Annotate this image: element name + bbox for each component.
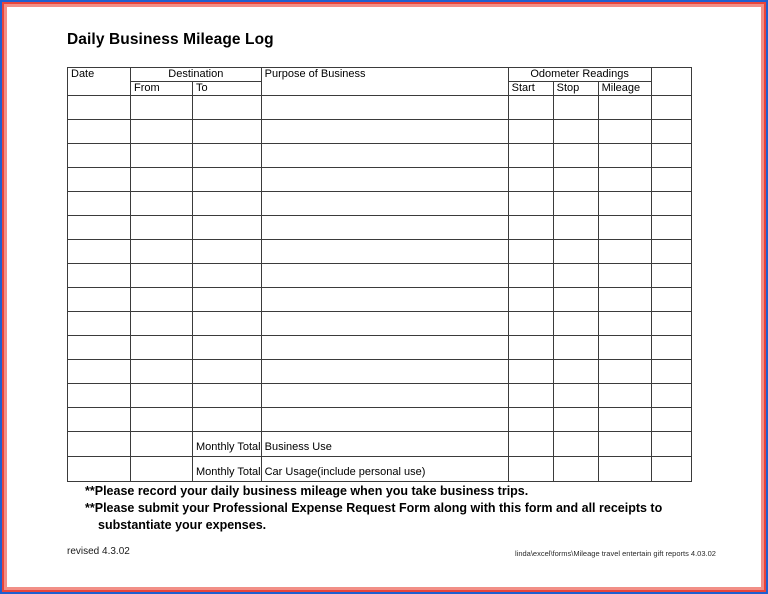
cell-start[interactable] (508, 384, 553, 408)
cell-to[interactable] (193, 408, 262, 432)
cell-date[interactable] (68, 144, 131, 168)
cell-to[interactable] (193, 192, 262, 216)
cell-stop[interactable] (553, 192, 598, 216)
cell-to[interactable] (193, 168, 262, 192)
cell-from[interactable] (131, 120, 193, 144)
cell-from[interactable] (131, 360, 193, 384)
column-header-destination: Destination (131, 68, 262, 82)
column-header-stop: Stop (553, 82, 598, 96)
table-body (68, 96, 692, 482)
cell-stop[interactable] (553, 120, 598, 144)
column-header-date: Date (68, 68, 131, 96)
column-header-odometer: Odometer Readings (508, 68, 651, 82)
cell-date[interactable] (68, 384, 131, 408)
cell-extra[interactable] (651, 384, 691, 408)
cell-start[interactable] (508, 120, 553, 144)
cell-to[interactable] (193, 240, 262, 264)
cell-to[interactable] (193, 336, 262, 360)
cell-purpose[interactable] (261, 216, 508, 240)
cell-mileage[interactable] (598, 216, 651, 240)
cell-extra[interactable] (651, 408, 691, 432)
table-row[interactable] (68, 360, 692, 384)
cell-from[interactable] (131, 408, 193, 432)
cell-stop[interactable] (553, 168, 598, 192)
cell-start[interactable] (508, 408, 553, 432)
cell-extra[interactable] (651, 216, 691, 240)
cell-date[interactable] (68, 216, 131, 240)
cell-from[interactable] (131, 288, 193, 312)
cell-purpose[interactable] (261, 240, 508, 264)
table-row[interactable] (68, 240, 692, 264)
cell-to[interactable] (193, 216, 262, 240)
cell-to[interactable] (193, 264, 262, 288)
total-cell-start[interactable] (508, 432, 553, 457)
total-cell-extra[interactable] (651, 457, 691, 482)
cell-from[interactable] (131, 264, 193, 288)
cell-date[interactable] (68, 288, 131, 312)
cell-mileage[interactable] (598, 360, 651, 384)
column-header-mileage: Mileage (598, 82, 651, 96)
column-header-purpose: Purpose of Business (261, 68, 508, 96)
cell-from[interactable] (131, 384, 193, 408)
cell-start[interactable] (508, 360, 553, 384)
cell-to[interactable] (193, 96, 262, 120)
note-line-2-continued: substantiate your expenses. (98, 518, 267, 532)
cell-mileage[interactable] (598, 120, 651, 144)
cell-mileage[interactable] (598, 264, 651, 288)
cell-mileage[interactable] (598, 144, 651, 168)
page-title: Daily Business Mileage Log (67, 31, 274, 48)
cell-mileage[interactable] (598, 408, 651, 432)
cell-from[interactable] (131, 312, 193, 336)
cell-stop[interactable] (553, 264, 598, 288)
cell-stop[interactable] (553, 384, 598, 408)
table-header-row-primary (68, 68, 692, 82)
table-row[interactable] (68, 384, 692, 408)
cell-purpose[interactable] (261, 96, 508, 120)
total-cell-purpose[interactable]: Business Use (261, 432, 508, 457)
cell-to[interactable] (193, 312, 262, 336)
cell-purpose[interactable] (261, 288, 508, 312)
cell-from[interactable] (131, 96, 193, 120)
mileage-log-table (67, 67, 692, 482)
cell-mileage[interactable] (598, 192, 651, 216)
column-header-extra (651, 68, 691, 96)
cell-extra[interactable] (651, 312, 691, 336)
cell-purpose[interactable] (261, 360, 508, 384)
cell-purpose[interactable] (261, 120, 508, 144)
cell-to[interactable] (193, 384, 262, 408)
cell-start[interactable] (508, 240, 553, 264)
cell-stop[interactable] (553, 216, 598, 240)
table-row[interactable] (68, 216, 692, 240)
cell-to[interactable] (193, 144, 262, 168)
total-cell-mileage[interactable] (598, 457, 651, 482)
table-row[interactable] (68, 288, 692, 312)
total-cell-stop[interactable] (553, 432, 598, 457)
cell-date[interactable] (68, 168, 131, 192)
cell-purpose[interactable] (261, 408, 508, 432)
column-header-start: Start (508, 82, 553, 96)
cell-from[interactable] (131, 336, 193, 360)
file-path-label: linda\excel\forms\Mileage travel entertain gift reports 4.03.02 (515, 549, 716, 558)
revision-label: revised 4.3.02 (67, 546, 130, 557)
cell-stop[interactable] (553, 360, 598, 384)
cell-start[interactable] (508, 312, 553, 336)
cell-purpose[interactable] (261, 264, 508, 288)
table-row[interactable] (68, 168, 692, 192)
note-line-2: **Please submit your Professional Expense Request Form along with this form and all receipts to (85, 501, 663, 515)
cell-from[interactable] (131, 240, 193, 264)
cell-date[interactable] (68, 240, 131, 264)
cell-start[interactable] (508, 336, 553, 360)
cell-purpose[interactable] (261, 192, 508, 216)
cell-mileage[interactable] (598, 96, 651, 120)
cell-extra[interactable] (651, 192, 691, 216)
table-row[interactable] (68, 264, 692, 288)
cell-from[interactable] (131, 192, 193, 216)
cell-date[interactable] (68, 264, 131, 288)
cell-mileage[interactable] (598, 168, 651, 192)
cell-mileage[interactable] (598, 240, 651, 264)
note-line-1: **Please record your daily business mileage when you take business trips. (85, 484, 529, 498)
cell-extra[interactable] (651, 240, 691, 264)
cell-extra[interactable] (651, 360, 691, 384)
cell-extra[interactable] (651, 144, 691, 168)
cell-start[interactable] (508, 264, 553, 288)
total-cell-from[interactable] (131, 457, 193, 482)
cell-to[interactable] (193, 120, 262, 144)
cell-stop[interactable] (553, 288, 598, 312)
table-total-row[interactable] (68, 432, 692, 457)
total-cell-mileage[interactable] (598, 432, 651, 457)
cell-stop[interactable] (553, 240, 598, 264)
cell-date[interactable] (68, 336, 131, 360)
cell-stop[interactable] (553, 408, 598, 432)
cell-purpose[interactable] (261, 336, 508, 360)
cell-mileage[interactable] (598, 312, 651, 336)
cell-purpose[interactable] (261, 384, 508, 408)
cell-stop[interactable] (553, 144, 598, 168)
cell-stop[interactable] (553, 96, 598, 120)
cell-date[interactable] (68, 192, 131, 216)
cell-start[interactable] (508, 168, 553, 192)
table-row[interactable] (68, 96, 692, 120)
total-cell-purpose[interactable]: Car Usage(include personal use) (261, 457, 508, 482)
cell-start[interactable] (508, 216, 553, 240)
cell-mileage[interactable] (598, 336, 651, 360)
cell-from[interactable] (131, 216, 193, 240)
total-cell-to[interactable]: Monthly Total (193, 457, 262, 482)
total-cell-from[interactable] (131, 432, 193, 457)
cell-to[interactable] (193, 288, 262, 312)
table-row[interactable] (68, 312, 692, 336)
cell-stop[interactable] (553, 312, 598, 336)
column-header-from: From (131, 82, 193, 96)
document-page (7, 7, 761, 587)
instruction-notes (85, 483, 662, 534)
total-cell-date[interactable] (68, 457, 131, 482)
cell-extra[interactable] (651, 336, 691, 360)
table-row[interactable] (68, 192, 692, 216)
table-row[interactable] (68, 336, 692, 360)
cell-mileage[interactable] (598, 384, 651, 408)
total-cell-extra[interactable] (651, 432, 691, 457)
total-cell-date[interactable] (68, 432, 131, 457)
cell-extra[interactable] (651, 288, 691, 312)
cell-date[interactable] (68, 312, 131, 336)
cell-date[interactable] (68, 96, 131, 120)
cell-to[interactable] (193, 360, 262, 384)
table-row[interactable] (68, 408, 692, 432)
cell-purpose[interactable] (261, 144, 508, 168)
cell-from[interactable] (131, 144, 193, 168)
table-row[interactable] (68, 144, 692, 168)
cell-start[interactable] (508, 288, 553, 312)
total-cell-to[interactable]: Monthly Total (193, 432, 262, 457)
cell-stop[interactable] (553, 336, 598, 360)
cell-purpose[interactable] (261, 312, 508, 336)
cell-start[interactable] (508, 144, 553, 168)
cell-extra[interactable] (651, 168, 691, 192)
cell-date[interactable] (68, 360, 131, 384)
cell-from[interactable] (131, 168, 193, 192)
cell-purpose[interactable] (261, 168, 508, 192)
cell-extra[interactable] (651, 120, 691, 144)
column-header-to: To (193, 82, 262, 96)
total-cell-start[interactable] (508, 457, 553, 482)
cell-mileage[interactable] (598, 288, 651, 312)
cell-date[interactable] (68, 408, 131, 432)
table-total-row[interactable] (68, 457, 692, 482)
cell-start[interactable] (508, 192, 553, 216)
cell-extra[interactable] (651, 264, 691, 288)
total-cell-stop[interactable] (553, 457, 598, 482)
cell-date[interactable] (68, 120, 131, 144)
table-header (68, 68, 692, 96)
cell-start[interactable] (508, 96, 553, 120)
cell-extra[interactable] (651, 96, 691, 120)
table-row[interactable] (68, 120, 692, 144)
